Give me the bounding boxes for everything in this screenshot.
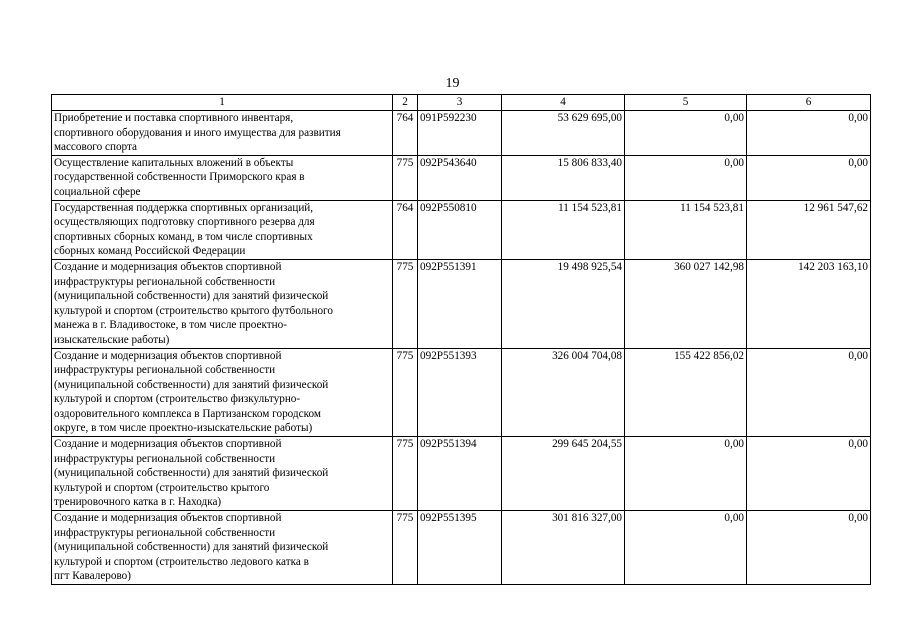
header-col-5: 5 [625, 95, 747, 111]
row-value-1: 299 645 204,55 [502, 437, 625, 511]
row-grbs: 764 [393, 111, 418, 156]
row-name: Приобретение и поставка спортивного инвентаря, спортивного оборудования и иного имущества для развития массового спорта [52, 111, 393, 156]
row-value-1: 53 629 695,00 [502, 111, 625, 156]
row-value-3: 0,00 [747, 437, 871, 511]
header-col-3: 3 [418, 95, 502, 111]
table-row [52, 348, 871, 437]
row-value-2: 0,00 [625, 511, 747, 585]
row-value-3: 142 203 163,10 [747, 259, 871, 348]
table-row [52, 200, 871, 259]
row-name: Создание и модернизация объектов спортивной инфраструктуры региональной собственности (муниципальной собственности) для занятий физической культурой и спортом (строительство крытого тренировочного катка в г. Находка) [52, 437, 393, 511]
row-value-3: 0,00 [747, 511, 871, 585]
row-name: Создание и модернизация объектов спортивной инфраструктуры региональной собственности (муниципальной собственности) для занятий физической культурой и спортом (строительство физкультурно- оздоровительного комплекса в Партизанском городском округе, в том числе проектно-изыскательские работы) [52, 348, 393, 437]
row-grbs: 775 [393, 155, 418, 200]
row-value-1: 19 498 925,54 [502, 259, 625, 348]
table-row [52, 511, 871, 585]
row-value-2: 0,00 [625, 111, 747, 156]
row-value-2: 11 154 523,81 [625, 200, 747, 259]
row-value-1: 326 004 704,08 [502, 348, 625, 437]
row-csr: 092P551391 [418, 259, 502, 348]
table-row [52, 155, 871, 200]
row-value-3: 0,00 [747, 111, 871, 156]
row-value-1: 301 816 327,00 [502, 511, 625, 585]
row-name: Создание и модернизация объектов спортивной инфраструктуры региональной собственности (муниципальной собственности) для занятий физической культурой и спортом (строительство крытого футбольного манежа в г. Владивостоке, в том числе проектно- изыскательские работы) [52, 259, 393, 348]
row-csr: 092P551394 [418, 437, 502, 511]
page-number: 19 [445, 76, 460, 91]
row-grbs: 775 [393, 348, 418, 437]
row-value-2: 155 422 856,02 [625, 348, 747, 437]
row-csr: 092P550810 [418, 200, 502, 259]
row-name: Осуществление капитальных вложений в объекты государственной собственности Приморского края в социальной сфере [52, 155, 393, 200]
budget-table [51, 94, 871, 585]
header-col-4: 4 [502, 95, 625, 111]
row-value-2: 360 027 142,98 [625, 259, 747, 348]
row-grbs: 764 [393, 200, 418, 259]
row-value-1: 11 154 523,81 [502, 200, 625, 259]
row-value-2: 0,00 [625, 155, 747, 200]
row-csr: 092P551393 [418, 348, 502, 437]
row-name: Государственная поддержка спортивных организаций, осуществляющих подготовку спортивного резерва для спортивных сборных команд, в том числе спортивных сборных команд Российской Федерации [52, 200, 393, 259]
table-row [52, 437, 871, 511]
row-value-3: 0,00 [747, 155, 871, 200]
header-col-6: 6 [747, 95, 871, 111]
row-grbs: 775 [393, 437, 418, 511]
row-value-1: 15 806 833,40 [502, 155, 625, 200]
row-csr: 092P551395 [418, 511, 502, 585]
row-csr: 091P592230 [418, 111, 502, 156]
row-grbs: 775 [393, 259, 418, 348]
row-value-3: 0,00 [747, 348, 871, 437]
table-row [52, 111, 871, 156]
row-grbs: 775 [393, 511, 418, 585]
header-col-1: 1 [52, 95, 393, 111]
table-header-row [52, 95, 871, 111]
table-row [52, 259, 871, 348]
row-name: Создание и модернизация объектов спортивной инфраструктуры региональной собственности (муниципальной собственности) для занятий физической культурой и спортом (строительство ледового катка в пгт Кавалерово) [52, 511, 393, 585]
row-value-3: 12 961 547,62 [747, 200, 871, 259]
row-csr: 092P543640 [418, 155, 502, 200]
header-col-2: 2 [393, 95, 418, 111]
row-value-2: 0,00 [625, 437, 747, 511]
